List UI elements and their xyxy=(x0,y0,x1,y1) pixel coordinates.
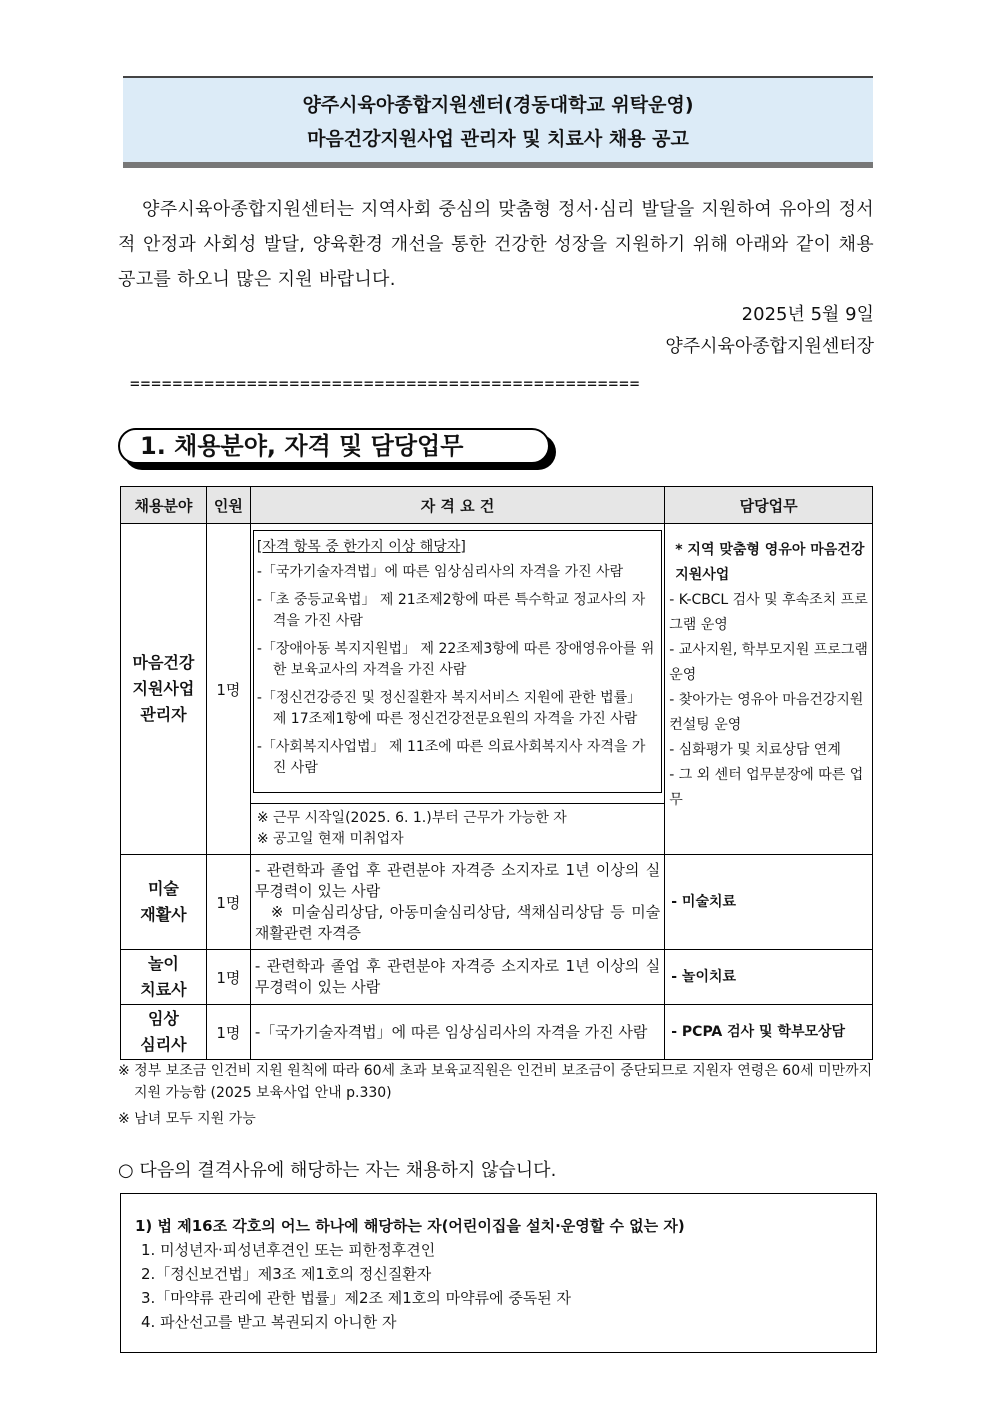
category-label: 미술 재활사 xyxy=(140,879,187,924)
disqualification-item: 1. 미성년자·피성년후견인 또는 피한정후견인 xyxy=(141,1241,436,1259)
signer: 양주시육아종합지원센터장 xyxy=(665,336,874,357)
table-header-row xyxy=(121,487,873,524)
disqualification-box xyxy=(120,1193,877,1353)
qual-header: [자격 항목 중 한가지 이상 해당자] xyxy=(256,539,466,555)
row-category xyxy=(121,950,207,1005)
qual-text: - 관련학과 졸업 후 관련분야 자격증 소지자로 1년 이상의 실무경력이 있는 사람 xyxy=(254,861,661,900)
footnote-gender: ※ 남녀 모두 지원 가능 xyxy=(118,1111,256,1127)
table-row xyxy=(121,1005,873,1060)
title-line-2: 마음건강지원사업 관리자 및 치료사 채용 공고 xyxy=(307,128,689,150)
table-row xyxy=(121,855,873,950)
row-count: 1명 xyxy=(206,950,250,1005)
title-line-1: 양주시육아종합지원센터(경동대학교 위탁운영) xyxy=(302,94,694,116)
table-row xyxy=(121,524,873,855)
row-qualification xyxy=(250,524,664,855)
disqualification-item: 4. 파산선고를 받고 복권되지 아니한 자 xyxy=(141,1313,397,1331)
qual-item: -「정신건강증진 및 정신질환자 복지서비스 지원에 관한 법률」 제 17조제1항에 따른 정신건강전문요원의 자격을 가진 사람 xyxy=(256,690,642,727)
disqualification-item: 3.「마약류 관리에 관한 법률」제2조 제1호의 마약류에 중독된 자 xyxy=(141,1289,572,1307)
qual-item: -「사회복지사업법」 제 11조에 따른 의료사회복지사 자격을 가진 사람 xyxy=(256,739,646,776)
qual-notes xyxy=(251,803,664,854)
duty-item: - 그 외 센터 업무분장에 따른 업무 xyxy=(669,767,864,808)
duty-item: - 교사지원, 학부모지원 프로그램 운영 xyxy=(669,642,868,683)
intro-paragraph xyxy=(118,192,874,297)
disqualification-lead: ○ 다음의 결격사유에 해당하는 자는 채용하지 않습니다. xyxy=(118,1160,557,1181)
header-category: 채용분야 xyxy=(121,487,207,524)
disqualification-title: 1) 법 제16조 각호의 어느 하나에 해당하는 자(어린이집을 설치·운영할 수 없는 자) xyxy=(135,1217,685,1235)
qual-sub: ※ 미술심리상담, 아동미술심리상담, 색채심리상담 등 미술재활관련 자격증 xyxy=(254,903,661,942)
duty-item: - K-CBCL 검사 및 후속조치 프로그램 운영 xyxy=(669,592,868,633)
row-count: 1명 xyxy=(206,1005,250,1060)
row-qualification: -「국가기술자격법」에 따른 임상심리사의 자격을 가진 사람 xyxy=(250,1005,664,1060)
footnote-age: ※ 정부 보조금 인건비 지원 원칙에 따라 60세 초과 보육교직원은 인건비 보조금이 중단되므로 지원자 연령은 60세 미만까지 지원 가능함 (2025 보육사업 안내 p.330) xyxy=(118,1063,873,1101)
row-duty: - 놀이치료 xyxy=(665,950,873,1005)
disqualification-item: 2.「정신보건법」제3조 제1호의 정신질환자 xyxy=(141,1265,432,1283)
row-duty: - 미술치료 xyxy=(665,855,873,950)
row-duty xyxy=(665,524,873,855)
row-category xyxy=(121,855,207,950)
title-banner xyxy=(123,76,873,168)
recruitment-table xyxy=(120,486,873,1060)
qual-item: -「장애아동 복지지원법」 제 22조제3항에 따른 장애영유아를 위한 보육교사의 자격을 가진 사람 xyxy=(256,641,655,678)
duty-item: - 심화평가 및 치료상담 연계 xyxy=(669,742,841,758)
category-label: 마음건강 지원사업 관리자 xyxy=(132,653,195,724)
row-count: 1명 xyxy=(206,524,250,855)
duty-title: * 지역 맞춤형 영유아 마음건강 지원사업 xyxy=(675,542,865,583)
qual-item: -「초 중등교육법」 제 21조제2항에 따른 특수학교 정교사의 자격을 가진 사람 xyxy=(256,592,646,629)
row-qualification xyxy=(250,855,664,950)
header-duty: 담당업무 xyxy=(665,487,873,524)
row-category xyxy=(121,524,207,855)
divider-line: ================================================ xyxy=(130,374,641,393)
header-count: 인원 xyxy=(206,487,250,524)
intro-text: 양주시육아종합지원센터는 지역사회 중심의 맞춤형 정서·심리 발달을 지원하여 유아의 정서적 안정과 사회성 발달, 양육환경 개선을 통한 건강한 성장을 지원하기 위해 아래와 같이 채용 공고를 하오니 많은 지원 바랍니다. xyxy=(118,199,874,290)
qual-note: ※ 공고일 현재 미취업자 xyxy=(256,831,404,847)
header-qualification: 자 격 요 건 xyxy=(250,487,664,524)
qual-item: -「국가기술자격법」에 따른 임상심리사의 자격을 가진 사람 xyxy=(256,564,624,580)
qual-note: ※ 근무 시작일(2025. 6. 1.)부터 근무가 가능한 자 xyxy=(256,810,567,826)
row-duty: - PCPA 검사 및 학부모상담 xyxy=(665,1005,873,1060)
category-label: 임상 심리사 xyxy=(140,1009,187,1054)
duty-item: - 찾아가는 영유아 마음건강지원 컨설팅 운영 xyxy=(669,692,864,733)
table-row xyxy=(121,950,873,1005)
row-category xyxy=(121,1005,207,1060)
row-qualification: - 관련학과 졸업 후 관련분야 자격증 소지자로 1년 이상의 실무경력이 있는 사람 xyxy=(250,950,664,1005)
announcement-date: 2025년 5월 9일 xyxy=(741,304,874,325)
section-1-heading: 1. 채용분야, 자격 및 담당업무 xyxy=(118,428,550,464)
row-count: 1명 xyxy=(206,855,250,950)
category-label: 놀이 치료사 xyxy=(140,954,187,999)
